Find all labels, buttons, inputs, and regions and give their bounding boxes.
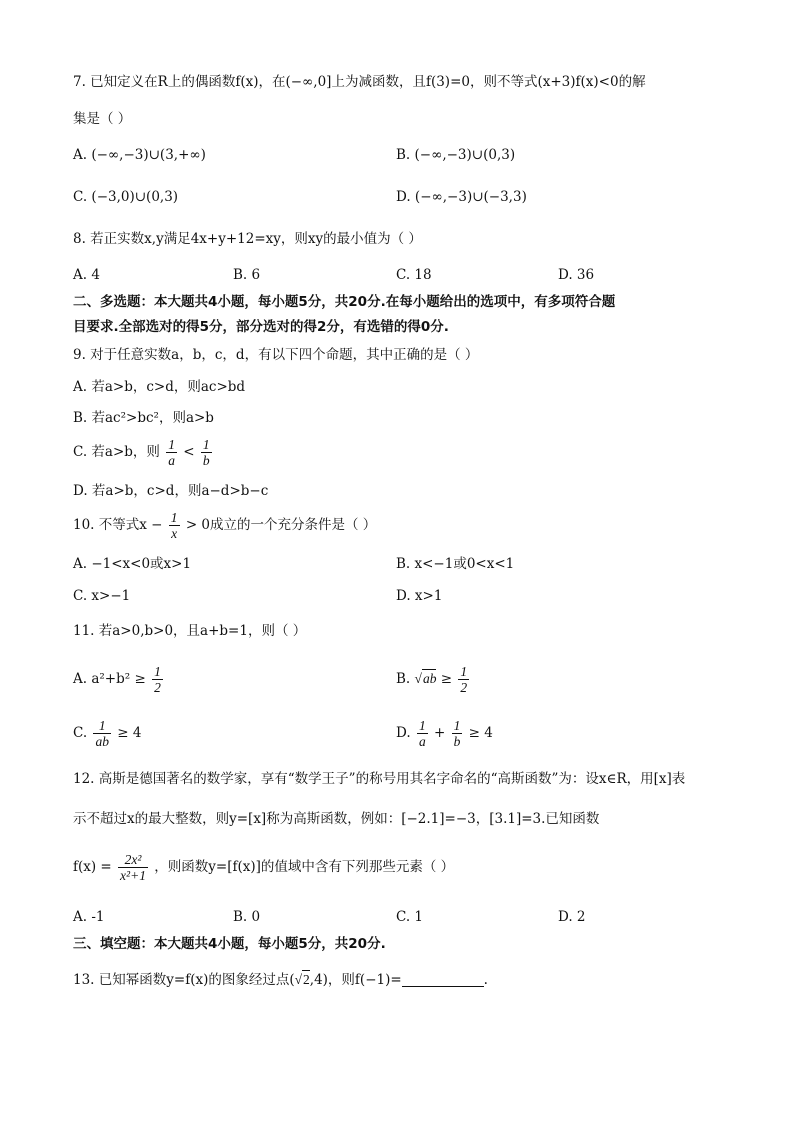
- q11-a-frac-num: 1: [154, 664, 161, 679]
- q7-stem-line1: 7. 已知定义在R上的偶函数f(x)，在(−∞,0]上为减函数，且f(3)=0，则不等式(x+3)f(x)<0的解: [73, 74, 646, 90]
- q11-d-frac1-den: a: [418, 734, 426, 749]
- q11-a-text: A. a²+b² ≥: [73, 671, 146, 687]
- q11-option-d: [396, 718, 493, 749]
- section2-heading-line2: 目要求.全部选对的得5分，部分选对的得2分，有选错的得0分.: [73, 319, 449, 335]
- q11-b-label: B.: [396, 671, 411, 687]
- q11-b-frac-num: 1: [460, 664, 468, 679]
- q9-option-c-text: C. 若a>b，则: [73, 444, 160, 460]
- q11-option-a: [73, 664, 165, 695]
- q7-option-c: C. (−3,0)∪(0,3): [73, 189, 179, 205]
- q8-option-c: C. 18: [396, 267, 432, 283]
- q10-fraction: [169, 510, 180, 541]
- q12-stem-line1: 12. 高斯是德国著名的数学家，享有“数学王子”的称号用其名字命名的“高斯函数”为：设x∈R，用[x]表: [73, 771, 686, 787]
- q11-d-plus: +: [433, 725, 446, 741]
- q12-option-b: B. 0: [233, 909, 261, 925]
- q11-a-frac-den: 2: [154, 680, 161, 695]
- q12-stem-line2: 示不超过x的最大整数，则y=[x]称为高斯函数，例如：[−2.1]=−3，[3.1]=3.已知函数: [73, 811, 600, 827]
- q10-option-d: D. x>1: [396, 588, 443, 604]
- q12-func-def: f(x) =: [73, 859, 112, 875]
- q11-b-relation: ≥: [440, 671, 453, 687]
- q13-text-mid: ,4)，则f(−1)=: [309, 972, 402, 988]
- q9-option-d: D. 若a>b，c>d，则a−d>b−c: [73, 483, 269, 499]
- q11-c-frac-num: 1: [93, 718, 111, 734]
- q10-option-a: A. −1<x<0或x>1: [73, 556, 192, 572]
- q12-frac-den: x²+1: [120, 868, 146, 883]
- q8-stem: 8. 若正实数x,y满足4x+y+12=xy，则xy的最小值为（ ）: [73, 231, 422, 247]
- q11-b-frac-den: 2: [460, 680, 468, 695]
- q9-c-frac1-num: 1: [168, 437, 175, 452]
- q11-d-frac2-den: b: [453, 734, 461, 749]
- q11-c-fraction: [93, 718, 111, 749]
- q12-option-d: D. 2: [558, 909, 586, 925]
- section3-heading: 三、填空题：本大题共4小题，每小题5分，共20分.: [73, 936, 386, 952]
- q12-option-a: A. -1: [73, 909, 105, 925]
- q12-line3-suffix: ，则函数y=[f(x)]的值域中含有下列那些元素（ ）: [154, 859, 455, 875]
- q9-c-relation: <: [183, 444, 195, 460]
- q11-b-fraction: [458, 664, 469, 695]
- q11-d-rest: ≥ 4: [468, 725, 493, 741]
- q10-frac-den: x: [171, 526, 178, 541]
- q13-stem: 13. 已知幂函数y=f(x)的图象经过点(√2,4)，则f(−1)= .: [73, 972, 488, 988]
- q13-text-end: .: [483, 972, 488, 988]
- q9-option-c: [73, 437, 214, 468]
- q11-d-fraction-1: [417, 718, 428, 749]
- q13-radicand: 2: [303, 972, 310, 987]
- q12-fraction: [118, 852, 148, 883]
- q12-stem-line3: [73, 852, 454, 883]
- q10-stem-suffix: > 0成立的一个充分条件是（ ）: [185, 517, 377, 533]
- q12-option-c: C. 1: [396, 909, 424, 925]
- q11-d-frac2-num: 1: [453, 718, 461, 733]
- q7-option-b: B. (−∞,−3)∪(0,3): [396, 147, 516, 163]
- q9-option-b: B. 若ac²>bc²，则a>b: [73, 410, 214, 426]
- q10-stem-prefix: 10. 不等式x −: [73, 517, 163, 533]
- q9-c-frac2-num: 1: [202, 437, 210, 452]
- q11-a-fraction: [152, 664, 163, 695]
- q11-option-c: [73, 718, 141, 749]
- q9-c-frac2-den: b: [202, 453, 210, 468]
- q10-option-c: C. x>−1: [73, 588, 131, 604]
- q9-c-fraction-1: [166, 437, 177, 468]
- q7-stem-line2: 集是（ ）: [73, 111, 132, 127]
- q11-b-radicand: ab: [422, 671, 437, 686]
- answer-blank[interactable]: [402, 972, 484, 987]
- q11-d-label: D.: [396, 725, 411, 741]
- q8-option-d: D. 36: [558, 267, 595, 283]
- q11-c-frac-den: ab: [95, 734, 109, 749]
- section2-heading-line1: 二、多选题：本大题共4小题，每小题5分，共20分.在每小题给出的选项中，有多项符合题: [73, 294, 616, 310]
- q10-stem: [73, 510, 376, 541]
- q11-c-label: C.: [73, 725, 88, 741]
- q11-stem: 11. 若a>0,b>0，且a+b=1，则（ ）: [73, 623, 307, 639]
- q8-option-a: A. 4: [73, 267, 100, 283]
- q9-c-fraction-2: [201, 437, 212, 468]
- q9-c-frac1-den: a: [168, 453, 175, 468]
- q11-d-frac1-num: 1: [418, 718, 426, 733]
- q11-option-b: B. √ab ≥ $\frac{1}{2}$: [396, 664, 468, 695]
- q10-option-b: B. x<−1或0<x<1: [396, 556, 515, 572]
- q8-option-b: B. 6: [233, 267, 261, 283]
- q12-frac-num: 2x²: [118, 852, 148, 868]
- q9-stem: 9. 对于任意实数a，b，c，d，有以下四个命题，其中正确的是（ ）: [73, 347, 479, 363]
- q11-d-fraction-2: [452, 718, 463, 749]
- q11-c-rest: ≥ 4: [117, 725, 142, 741]
- q7-option-a: A. (−∞,−3)∪(3,+∞): [73, 147, 206, 163]
- q10-frac-num: 1: [170, 510, 178, 525]
- q13-text-prefix: 13. 已知幂函数y=f(x)的图象经过点(: [73, 972, 295, 988]
- q7-option-d: D. (−∞,−3)∪(−3,3): [396, 189, 527, 205]
- q9-option-a: A. 若a>b，c>d，则ac>bd: [73, 379, 246, 395]
